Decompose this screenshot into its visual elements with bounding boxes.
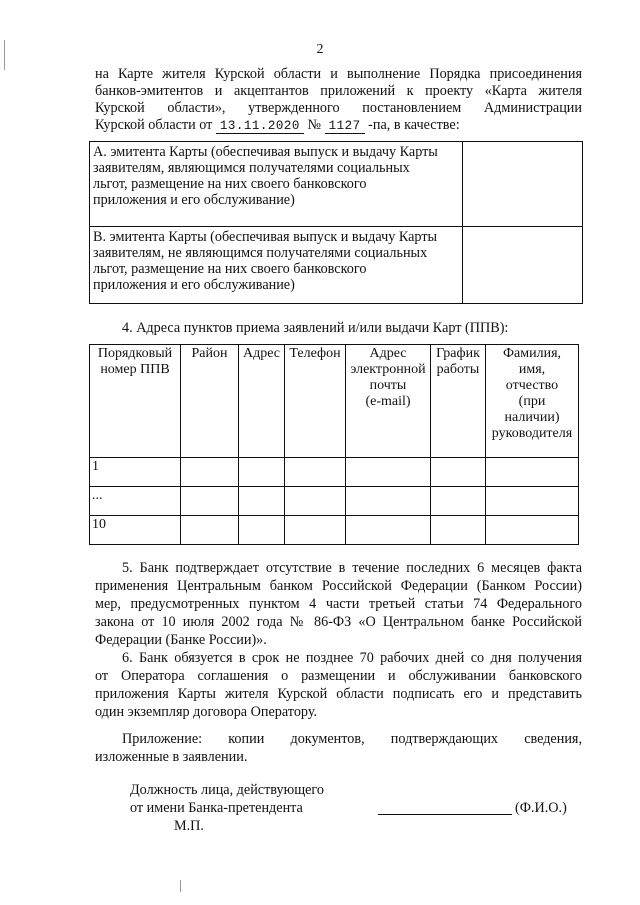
role-b-line: заявителям, не являющимся получателями социальных (93, 245, 428, 261)
ppv-cell[interactable] (486, 516, 579, 545)
role-row-b (90, 227, 583, 304)
role-a-line: А. эмитента Карты (обеспечивая выпуск и выдачу Карты (93, 144, 438, 160)
intro-line-1: на Карте жителя Курской области и выполнение Порядка присоединения (95, 66, 582, 82)
ppv-header-phone (285, 345, 346, 458)
intro-suffix: -па, в качестве: (368, 117, 460, 133)
role-b-line: приложения и его обслуживание) (93, 277, 295, 293)
table-row (90, 516, 579, 545)
ppv-cell[interactable] (181, 516, 239, 545)
ppv-header-district (181, 345, 239, 458)
para5-line-1: 5. Банк подтверждает отсутствие в течение последних 6 месяцев факта (122, 560, 582, 576)
fio-label: (Ф.И.О.) (515, 800, 567, 816)
role-a-mark-cell[interactable] (463, 142, 583, 227)
ppv-cell[interactable] (486, 487, 579, 516)
para6-line-2: от Оператора соглашения о размещении и обслуживании банковского (95, 668, 582, 684)
signer-position-line-1: Должность лица, действующего (130, 782, 324, 798)
header-line: Адрес (369, 346, 407, 361)
ppv-cell[interactable] (431, 516, 486, 545)
ppv-row-index: 10 (90, 516, 181, 545)
header-line: Порядковый (97, 346, 173, 361)
header-line: Телефон (289, 346, 341, 361)
intro-line-2: банков-эмитентов и акцептантов приложений к проекту «Карта жителя (95, 83, 582, 99)
page-number: 2 (316, 42, 324, 57)
ppv-cell[interactable] (346, 516, 431, 545)
appendix-line-2: изложенные в заявлении. (95, 749, 248, 765)
header-line: (e-mail) (365, 394, 411, 409)
ppv-header-head (486, 345, 579, 458)
para5-line-2: применения Центральным банком Российской Федерации (Банком России) (95, 578, 582, 594)
ppv-header-address (239, 345, 285, 458)
header-line: электронной (350, 362, 426, 377)
header-line: Адрес (242, 346, 280, 361)
header-line: отчество (505, 378, 559, 393)
appendix-line-1: Приложение: копии документов, подтверждающих сведения, (122, 731, 582, 747)
header-line: номер ППВ (100, 362, 170, 377)
role-a-line: приложения и его обслуживание) (93, 192, 295, 208)
role-a-line: заявителям, являющимся получателями социальных (93, 160, 410, 176)
role-a-line: льгот, размещение на них своего банковского (93, 176, 367, 192)
header-line: имя, (518, 362, 546, 377)
para6-line-1: 6. Банк обязуется в срок не позднее 70 рабочих дней со дня получения (122, 650, 582, 666)
scan-margin-mark (4, 40, 5, 70)
ppv-header-schedule (431, 345, 486, 458)
header-line: Район (191, 346, 228, 361)
header-line: почты (369, 378, 407, 393)
para6-line-4: один экземпляр договора Оператору. (95, 704, 318, 720)
ppv-cell[interactable] (486, 458, 579, 487)
ppv-cell[interactable] (346, 487, 431, 516)
signature-line[interactable] (378, 814, 512, 815)
ppv-cell[interactable] (181, 458, 239, 487)
header-line: Фамилия, (502, 346, 562, 361)
ppv-cell[interactable] (285, 516, 346, 545)
ppv-header-index (90, 345, 181, 458)
ppv-row-index: 1 (90, 458, 181, 487)
resolution-number: 1127 (325, 119, 365, 134)
para5-line-3: мер, предусмотренных пунктом 4 части третьей статьи 74 Федерального (95, 596, 582, 612)
header-line: График (436, 346, 480, 361)
role-b-line: льгот, размещение на них своего банковского (93, 261, 367, 277)
para5-line-4: закона от 10 июля 2002 года № 86-ФЗ «О Центральном банке Российской (95, 614, 582, 630)
role-b-text (90, 227, 463, 304)
ppv-cell[interactable] (239, 487, 285, 516)
ppv-cell[interactable] (285, 458, 346, 487)
ppv-cell[interactable] (239, 516, 285, 545)
stamp-place-label: М.П. (174, 818, 204, 834)
header-line: (при (518, 394, 546, 409)
role-a-text (90, 142, 463, 227)
signer-position-line-2: от имени Банка-претендента (130, 800, 303, 816)
scan-bottom-mark (180, 880, 181, 892)
header-line: руководителя (491, 426, 573, 441)
para6-line-3: приложения Карты жителя Курской области подписать его и представить (95, 686, 582, 702)
role-b-line: В. эмитента Карты (обеспечивая выпуск и выдачу Карты (93, 229, 438, 245)
role-choice-table (89, 141, 583, 304)
role-b-mark-cell[interactable] (463, 227, 583, 304)
header-line: работы (436, 362, 480, 377)
table-row (90, 487, 579, 516)
section4-title: 4. Адреса пунктов приема заявлений и/или выдачи Карт (ППВ): (122, 320, 509, 336)
header-line: наличии) (504, 410, 560, 425)
role-row-a (90, 142, 583, 227)
ppv-cell[interactable] (431, 487, 486, 516)
ppv-cell[interactable] (285, 487, 346, 516)
ppv-row-index: ... (90, 487, 181, 516)
para5-line-5: Федерации (Банке России)». (95, 632, 267, 648)
ppv-cell[interactable] (346, 458, 431, 487)
ppv-cell[interactable] (239, 458, 285, 487)
table-row (90, 458, 579, 487)
ppv-cell[interactable] (181, 487, 239, 516)
ppv-header-row (90, 345, 579, 458)
resolution-number-label: № (307, 117, 322, 133)
intro-line-3: Курской области», утвержденного постановлением Администрации (95, 100, 582, 116)
ppv-header-email (346, 345, 431, 458)
ppv-cell[interactable] (431, 458, 486, 487)
intro-prefix: Курской области от (95, 117, 213, 133)
resolution-date: 13.11.2020 (216, 119, 304, 134)
intro-line-4 (95, 117, 582, 134)
ppv-table (89, 344, 579, 545)
